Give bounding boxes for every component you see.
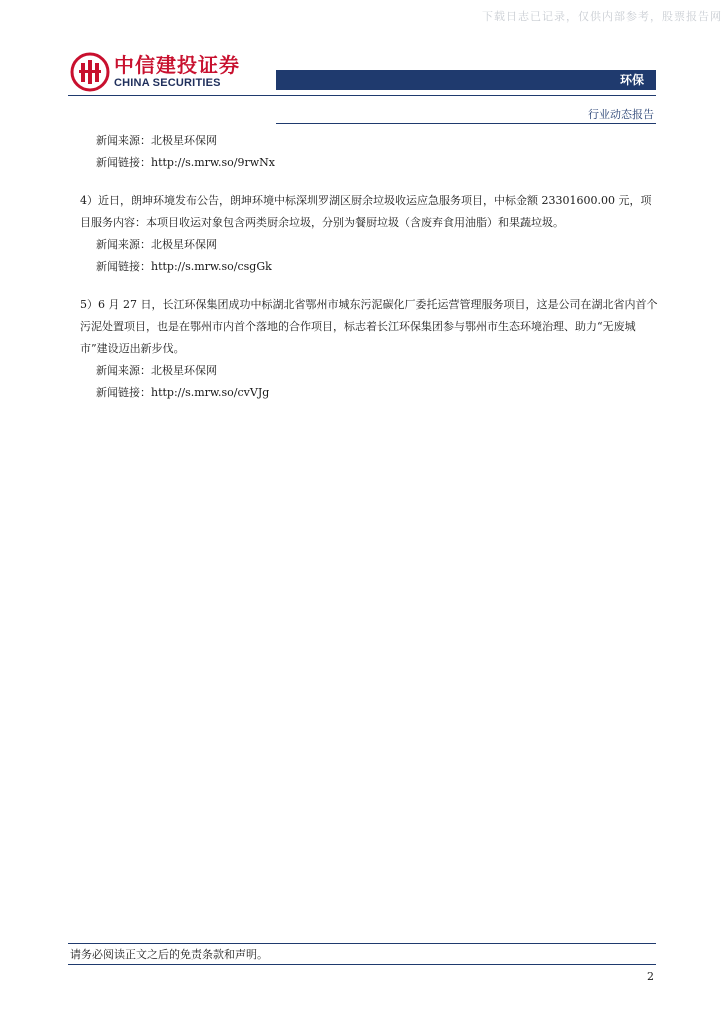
header-divider (68, 95, 656, 96)
news-list (80, 130, 658, 404)
report-type-label: 行业动态报告 (588, 108, 654, 121)
news-item (88, 130, 658, 174)
company-logo (70, 52, 240, 92)
news-link[interactable]: 新闻链接：http://s.mrw.so/csgGk (96, 260, 272, 273)
news-text: 5）6 月 27 日，长江环保集团成功中标湖北省鄂州市城东污泥碳化厂委托运营管理服务项目，这是公司在湖北省内首个污泥处置项目，也是在鄂州市内首个落地的合作项目，标志着长江环保集团参与鄂州市生态环境治理、助力“无废城市”建设迈出新步伐。 (80, 298, 658, 355)
news-source: 新闻来源：北极星环保网 (96, 364, 217, 377)
subheader-divider (276, 123, 656, 124)
news-item (80, 190, 658, 278)
sector-banner (276, 70, 656, 90)
news-source: 新闻来源：北极星环保网 (96, 134, 217, 147)
logo-chinese-name: 中信建投证券 (114, 53, 240, 77)
news-text: 4）近日，朗坤环境发布公告，朗坤环境中标深圳罗湖区厨余垃圾收运应急服务项目，中标金额 23301600.00 元，项目服务内容：本项目收运对象包含两类厨余垃圾，分别为餐厨垃圾（含废弃食用油脂）和果蔬垃圾。 (80, 194, 652, 229)
sector-label: 环保 (619, 73, 644, 87)
footer-divider-bottom (68, 964, 656, 965)
footer-divider-top (68, 943, 656, 944)
news-source: 新闻来源：北极星环保网 (96, 238, 217, 251)
news-link[interactable]: 新闻链接：http://s.mrw.so/cvVJg (96, 386, 270, 399)
page-number: 2 (647, 970, 654, 983)
logo-english-name: CHINA SECURITIES (114, 77, 221, 89)
news-item (80, 294, 658, 404)
china-securities-logo-icon (70, 52, 110, 92)
news-link[interactable]: 新闻链接：http://s.mrw.so/9rwNx (96, 156, 275, 169)
disclaimer-text: 请务必阅读正文之后的免责条款和声明。 (70, 948, 268, 961)
watermark: 下载日志已记录，仅供内部参考，股票报告网 (482, 10, 722, 23)
